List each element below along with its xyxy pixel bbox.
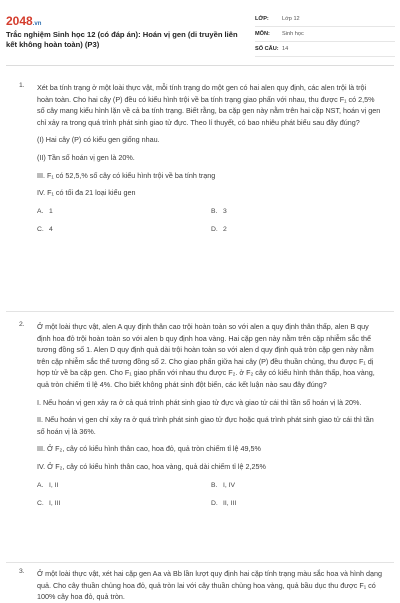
document-title: Trắc nghiệm Sinh học 12 (có đáp án): Hoán vị gen (di truyền liên kết không hoàn toàn) (P3) <box>6 30 238 49</box>
question-stem: Ở một loài thực vật, alen A quy định thân cao trội hoàn toàn so với alen a quy định thân thấp, alen B quy định hoa đỏ trội hoàn toàn so với alen b quy định hoa vàng. Hai cặp gen này nằm trên cặp nhiễm sắc thể tương đồng số 1. Alen D quy định quả dài trội hoàn toàn so với alen d quy định quả tròn cặp gen này nằm trên cặp nhiễm sắc thể tương đồng số 2. Cho giao phấn giữa hai cây (P) đều thuần chủng, thu được F₁ dị hợp tử về ba cặp gen. Cho F₁ giao phấn với nhau thu được F₂. ở F₂ cây có kiểu hình thân thấp, hoa vàng, quả tròn chiếm tỉ lệ 4%. Cho biết không phát sinh đột biến, các kết luận nào sau đây đúng? <box>37 322 375 389</box>
option-letter: D. <box>211 225 218 233</box>
header-divider <box>6 65 394 66</box>
logo-domain: .vn <box>32 21 42 27</box>
option-d[interactable] <box>211 226 227 233</box>
option-c[interactable] <box>37 226 53 233</box>
statement: IV. F₁ có tối đa 21 loại kiểu gen <box>37 188 136 198</box>
statement: IV. Ở F₂, cây có kiểu hình thân cao, hoa vàng, quả dài chiếm tỉ lệ 2,25% <box>37 461 266 471</box>
statement: (II) Tần số hoán vị gen là 20%. <box>37 152 135 162</box>
option-text: I, III <box>49 499 61 507</box>
statement: III. Ở F₂, cây có kiểu hình thân cao, hoa đỏ, quả tròn chiếm tỉ lệ 49,5% <box>37 444 261 454</box>
question-body <box>37 321 382 516</box>
statement: II. Nếu hoán vị gen chỉ xảy ra ở quá trình phát sinh giao tử đực hoặc quá trình phát sinh giao tử cái thì tần số hoán vị là 36%. <box>37 415 374 436</box>
option-text: 3 <box>223 207 227 215</box>
option-b[interactable] <box>211 208 227 215</box>
option-letter: B. <box>211 207 218 215</box>
logo-number: 2048 <box>6 14 33 28</box>
question-number: 2. <box>19 321 25 328</box>
statement: I. Nếu hoán vị gen xảy ra ở cả quá trình phát sinh giao tử đực và giao tử cái thì tần số hoán vị là 20%. <box>37 397 362 407</box>
option-letter: C. <box>37 499 44 507</box>
option-letter: A. <box>37 481 44 489</box>
option-text: 1 <box>49 207 53 215</box>
meta-row-subject <box>255 27 395 42</box>
statement: III. F₁ có 52,5,% số cây có kiểu hình trội về ba tính trạng <box>37 170 216 180</box>
meta-value: Sinh học <box>282 31 304 37</box>
question-separator <box>6 311 394 312</box>
question-body <box>37 82 382 242</box>
option-text: 2 <box>223 225 227 233</box>
option-text: I, IV <box>223 481 236 489</box>
answer-options <box>37 482 382 516</box>
meta-value: 14 <box>282 46 289 52</box>
question-separator <box>6 562 394 563</box>
option-text: 4 <box>49 225 53 233</box>
meta-row-count <box>255 42 395 57</box>
answer-options <box>37 208 382 242</box>
option-a[interactable] <box>37 482 58 489</box>
meta-label: SỐ CÂU: <box>255 46 279 52</box>
option-a[interactable] <box>37 208 53 215</box>
document-meta <box>255 12 395 57</box>
question-stem: Ở một loài thực vật, xét hai cặp gen Aa và Bb lần lượt quy định hai cặp tính trạng màu sắc hoa và hình dạng quả. Cho cây thuần chủng hoa đỏ, quả tròn lai với cây thuần chủng hoa vàng, quả bầu dục thu được F₁ có 100% cây hoa đỏ, quả tròn. <box>37 569 382 602</box>
question-number: 3. <box>19 568 25 575</box>
option-letter: C. <box>37 225 44 233</box>
question-stem: Xét ba tính trạng ở một loài thực vật, mỗi tính trạng do một gen có hai alen quy định, các alen trội là trội hoàn toàn. Cho hai cây (P) đều có kiểu hình trội về ba tính trạng giao phấn với nhau, thu được F₁ có 2,5% số cây mang kiểu hình lặn về cả ba tính trạng. Biết rằng, ba cặp gen này nằm trên hai cặp NST, hoán vị gen chỉ xảy ra trong quá trình phát sinh giao tử đực. Theo lí thuyết, có bao nhiêu phát biểu sau đây đúng? <box>37 83 381 127</box>
option-letter: A. <box>37 207 44 215</box>
option-d[interactable] <box>211 500 236 507</box>
meta-value: Lớp 12 <box>282 16 300 22</box>
page-header <box>0 0 400 62</box>
option-text: I, II <box>49 481 59 489</box>
question-number: 1. <box>19 82 25 89</box>
question-body <box>37 568 382 603</box>
option-b[interactable] <box>211 482 235 489</box>
option-c[interactable] <box>37 500 60 507</box>
meta-row-grade <box>255 12 395 27</box>
meta-label: MÔN: <box>255 31 270 37</box>
option-text: II, III <box>223 499 237 507</box>
statement: (I) Hai cây (P) có kiểu gen giống nhau. <box>37 135 160 145</box>
option-letter: D. <box>211 499 218 507</box>
site-logo[interactable] <box>6 14 41 28</box>
meta-label: LỚP: <box>255 16 269 22</box>
option-letter: B. <box>211 481 218 489</box>
